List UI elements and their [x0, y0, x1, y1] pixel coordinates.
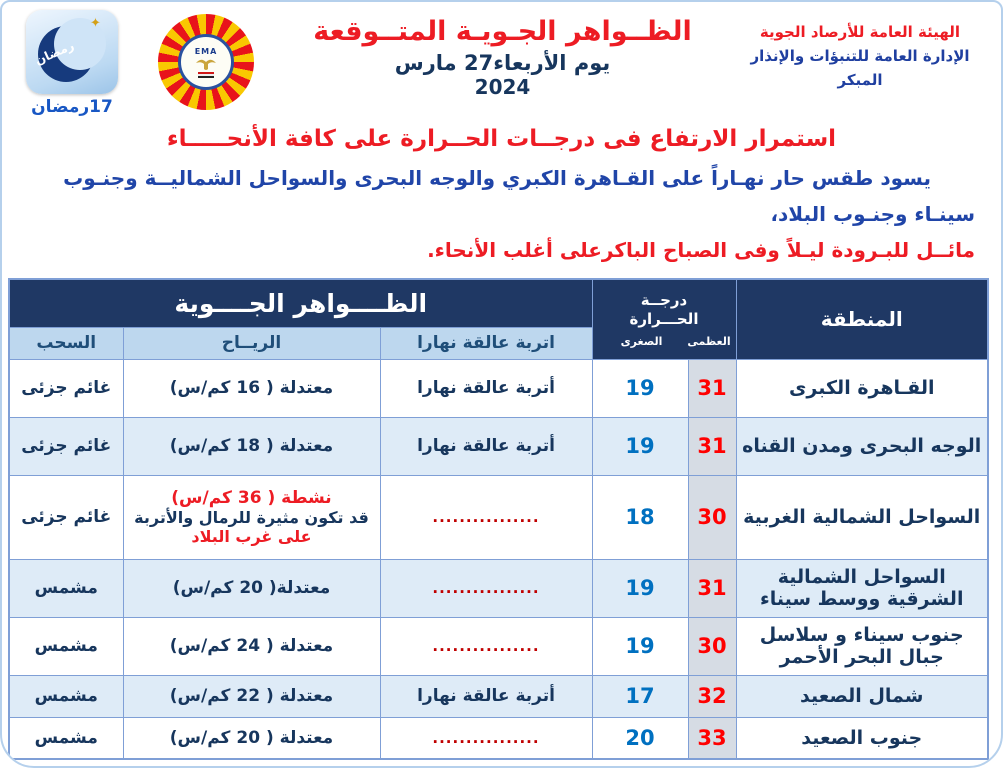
org-department: الإدارة العامة للتنبؤات والإنذار المبكر [750, 47, 970, 89]
region-cell: السواحل الشمالية الغربية [736, 475, 988, 559]
region-cell: السواحل الشمالية الشرقية ووسط سيناء [736, 559, 988, 617]
org-name: الهيئة العامة للأرصاد الجوية [759, 23, 961, 41]
dust-cell: ................ [380, 617, 592, 675]
temp-header-line2: الحـــرارة [629, 310, 699, 329]
region-column-header: المنطقة [736, 279, 988, 359]
temp-max-cell: 32 [688, 675, 736, 717]
ramadan-logo-block [14, 8, 130, 117]
region-cell: جنوب سيناء و سلاسل جبال البحر الأحمر [736, 617, 988, 675]
table-row-north-upper-egypt [9, 675, 988, 717]
clouds-cell: غائم جزئى [9, 475, 123, 559]
temp-max-cell: 31 [688, 417, 736, 475]
star-icon: ✦ [90, 16, 101, 31]
dust-cell: ................ [380, 559, 592, 617]
dust-cell: أتربة عالقة نهارا [380, 359, 592, 417]
dust-cell: أتربة عالقة نهارا [380, 675, 592, 717]
page-header [14, 8, 989, 122]
wind-cell: معتدلة ( 24 كم/س) [123, 617, 380, 675]
forecast-table [8, 278, 989, 760]
dust-cell: ................ [380, 475, 592, 559]
temp-max-label: العظمى [687, 334, 731, 348]
egypt-flag-icon [198, 72, 214, 78]
ema-sunburst-logo [158, 14, 254, 110]
temp-min-cell: 17 [592, 675, 688, 717]
table-row-south-sinai [9, 617, 988, 675]
table-row-nw-coast [9, 475, 988, 559]
temperature-sub-labels [597, 335, 732, 348]
wind-cell: معتدلة ( 20 كم/س) [123, 717, 380, 759]
temp-min-cell: 19 [592, 617, 688, 675]
wind-cell: معتدلة ( 18 كم/س) [123, 417, 380, 475]
clouds-cell: مشمس [9, 559, 123, 617]
clouds-cell: غائم جزئى [9, 417, 123, 475]
page-title: الظــواهر الجـويـة المتــوقعة [313, 16, 692, 47]
dust-cell: أتربة عالقة نهارا [380, 417, 592, 475]
wind-cell: معتدلة ( 16 كم/س) [123, 359, 380, 417]
temp-max-cell: 31 [688, 559, 736, 617]
region-cell: شمال الصعيد [736, 675, 988, 717]
temp-min-label: الصغرى [620, 334, 663, 348]
table-row-south-upper-egypt [9, 717, 988, 759]
summary-line-1: يسود طقس حار نهـاراً على القـاهرة الكبري والوجه البحرى والسواحل الشماليــة وجنـوب سينـاء وجنـوب البلاد، [63, 166, 975, 226]
org-block [731, 8, 989, 92]
ramadan-calligraphy: رمضان [32, 38, 77, 68]
wind-cell: معتدلة( 20 كم/س) [123, 559, 380, 617]
temperature-column-header [592, 279, 736, 359]
headline: استمرار الارتفاع فى درجــات الحــرارة على كافة الأنحـــــاء [166, 126, 837, 152]
date-line: يوم الأربعاء27 مارس [394, 51, 611, 75]
clouds-cell: مشمس [9, 675, 123, 717]
summary-line-2: مائــل للبـرودة ليـلاً وفى الصباح الباكرعلى أغلب الأنحاء. [427, 238, 975, 262]
ramadan-day-label: 17رمضان [31, 97, 113, 117]
forecast-summary [14, 160, 989, 268]
temp-min-cell: 20 [592, 717, 688, 759]
clouds-cell: غائم جزئى [9, 359, 123, 417]
temp-max-cell: 30 [688, 475, 736, 559]
table-row-cairo [9, 359, 988, 417]
crescent-icon [26, 10, 118, 94]
table-row-delta [9, 417, 988, 475]
temp-min-cell: 19 [592, 417, 688, 475]
date-year: 2024 [474, 75, 531, 99]
region-cell: القـاهرة الكبرى [736, 359, 988, 417]
wind-cell: معتدلة ( 22 كم/س) [123, 675, 380, 717]
wind-warning-line: على غرب البلاد [191, 527, 312, 546]
wind-cell [123, 475, 380, 559]
title-block [274, 8, 731, 99]
temp-min-cell: 19 [592, 559, 688, 617]
region-cell: جنوب الصعيد [736, 717, 988, 759]
phenomena-header: الظــــواهر الجــــوية [9, 279, 592, 327]
clouds-cell: مشمس [9, 617, 123, 675]
ema-logo-center [178, 34, 234, 90]
wind-note-line: قد تكون مثيرة للرمال والأتربة [134, 508, 369, 527]
wind-speed-line: نشطة ( 36 كم/س) [171, 488, 332, 508]
ema-label: EMA [194, 46, 218, 56]
temp-max-cell: 31 [688, 359, 736, 417]
wind-column-header: الريــاح [123, 327, 380, 359]
dust-cell: ................ [380, 717, 592, 759]
dust-column-header: اتربة عالقة نهارا [380, 327, 592, 359]
temp-header-line1: درجــة [640, 290, 688, 309]
clouds-column-header: السحب [9, 327, 123, 359]
table-row-ne-coast [9, 559, 988, 617]
clouds-cell: مشمس [9, 717, 123, 759]
temp-max-cell: 33 [688, 717, 736, 759]
temp-max-cell: 30 [688, 617, 736, 675]
temp-min-cell: 19 [592, 359, 688, 417]
region-cell: الوجه البحرى ومدن القناه [736, 417, 988, 475]
eagle-icon [195, 57, 217, 71]
temperature-header-title [597, 291, 732, 330]
temp-min-cell: 18 [592, 475, 688, 559]
